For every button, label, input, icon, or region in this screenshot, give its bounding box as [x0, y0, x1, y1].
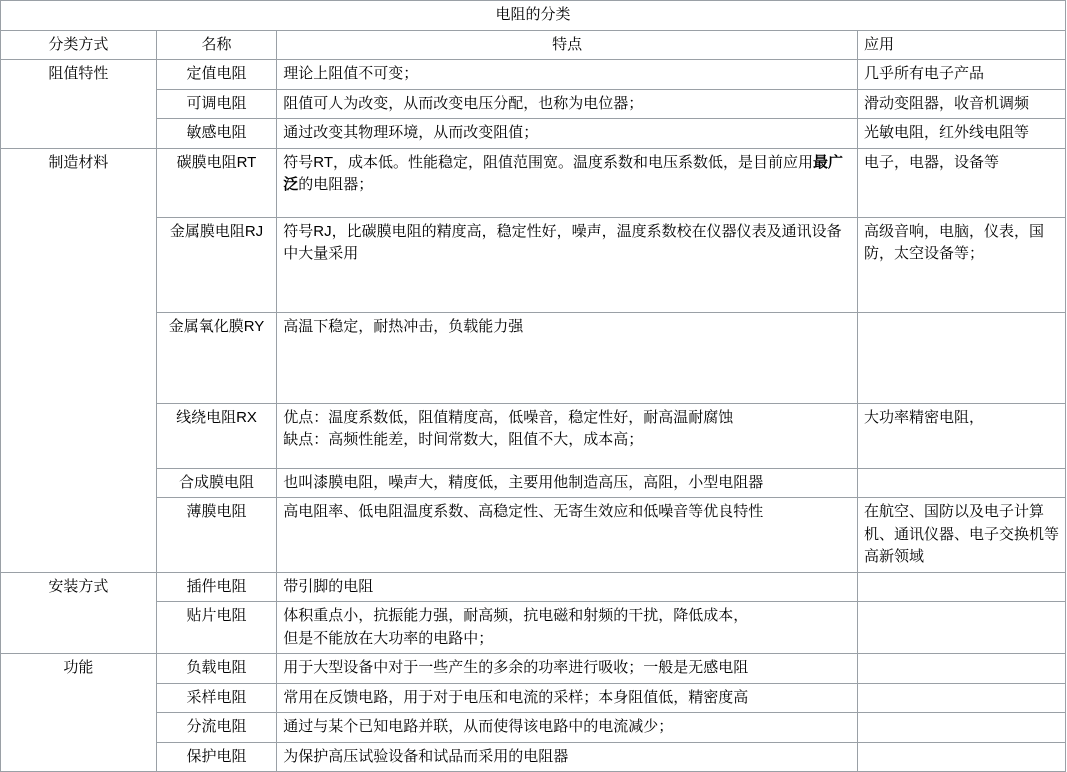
table-row — [1, 60, 1066, 90]
application-cell — [857, 683, 1065, 713]
application-cell — [857, 312, 1065, 403]
column-header-category: 分类方式 — [1, 30, 157, 60]
application-cell: 在航空、国防以及电子计算机、通讯仪器、电子交换机等高新领域 — [857, 498, 1065, 573]
table-row — [1, 148, 1066, 217]
category-cell: 阻值特性 — [1, 60, 157, 149]
feature-text-emphasis: 最广泛 — [283, 153, 844, 193]
table-row — [1, 602, 1066, 654]
table-row — [1, 468, 1066, 498]
table-row — [1, 89, 1066, 119]
application-cell: 大功率精密电阻， — [857, 403, 1065, 468]
feature-cell: 通过改变其物理环境，从而改变阻值； — [277, 119, 858, 149]
feature-line-2: 但是不能放在大功率的电路中； — [283, 629, 494, 647]
feature-cell: 通过与某个已知电路并联，从而使得该电路中的电流减少； — [277, 713, 858, 743]
name-cell: 贴片电阻 — [156, 602, 277, 654]
application-cell — [857, 602, 1065, 654]
name-cell: 保护电阻 — [156, 742, 277, 772]
table-row — [1, 572, 1066, 602]
name-cell: 敏感电阻 — [156, 119, 277, 149]
application-cell — [857, 572, 1065, 602]
feature-cell: 符号RJ，比碳膜电阻的精度高，稳定性好，噪声，温度系数校在仪器仪表及通讯设备中大量采用 — [277, 217, 858, 312]
application-cell: 几乎所有电子产品 — [857, 60, 1065, 90]
column-header-feature: 特点 — [277, 30, 858, 60]
table-row — [1, 713, 1066, 743]
table-title-row — [1, 1, 1066, 31]
page-title: 电阻的分类 — [1, 1, 1066, 31]
table-row — [1, 403, 1066, 468]
name-cell: 金属膜电阻RJ — [156, 217, 277, 312]
feature-text-pre: 符号RT，成本低。性能稳定，阻值范围宽。温度系数和电压系数低，是目前应用 — [283, 153, 814, 171]
feature-cell: 理论上阻值不可变； — [277, 60, 858, 90]
table-header-row — [1, 30, 1066, 60]
table-row — [1, 654, 1066, 684]
table-row — [1, 312, 1066, 403]
table-row — [1, 742, 1066, 772]
name-cell: 定值电阻 — [156, 60, 277, 90]
name-cell: 插件电阻 — [156, 572, 277, 602]
table-row — [1, 498, 1066, 573]
feature-cell: 用于大型设备中对于一些产生的多余的功率进行吸收；一般是无感电阻 — [277, 654, 858, 684]
category-cell: 功能 — [1, 654, 157, 772]
feature-cell — [277, 602, 858, 654]
name-cell: 薄膜电阻 — [156, 498, 277, 573]
feature-cell: 高温下稳定，耐热冲击，负载能力强 — [277, 312, 858, 403]
application-cell — [857, 468, 1065, 498]
application-cell: 电子，电器，设备等 — [857, 148, 1065, 217]
table-row — [1, 119, 1066, 149]
name-cell: 合成膜电阻 — [156, 468, 277, 498]
feature-cell: 带引脚的电阻 — [277, 572, 858, 602]
name-cell: 分流电阻 — [156, 713, 277, 743]
column-header-application: 应用 — [857, 30, 1065, 60]
feature-cell: 高电阻率、低电阻温度系数、高稳定性、无寄生效应和低噪音等优良特性 — [277, 498, 858, 573]
feature-line-2: 缺点：高频性能差，时间常数大，阻值不大，成本高； — [283, 431, 644, 448]
feature-line-1: 体积重点小，抗振能力强，耐高频，抗电磁和射频的干扰，降低成本， — [283, 607, 749, 624]
feature-text-post: 的电阻器； — [298, 176, 374, 193]
name-cell: 碳膜电阻RT — [156, 148, 277, 217]
application-cell: 光敏电阻，红外线电阻等 — [857, 119, 1065, 149]
feature-cell — [277, 148, 858, 217]
name-cell: 线绕电阻RX — [156, 403, 277, 468]
feature-cell — [277, 403, 858, 468]
name-cell: 可调电阻 — [156, 89, 277, 119]
feature-cell: 为保护高压试验设备和试品而采用的电阻器 — [277, 742, 858, 772]
application-cell: 滑动变阻器，收音机调频 — [857, 89, 1065, 119]
application-cell — [857, 742, 1065, 772]
table-row — [1, 217, 1066, 312]
application-cell — [857, 713, 1065, 743]
category-cell: 安装方式 — [1, 572, 157, 654]
name-cell: 金属氧化膜RY — [156, 312, 277, 403]
application-cell — [857, 654, 1065, 684]
feature-line-1: 优点：温度系数低，阻值精度高，低噪音，稳定性好，耐高温耐腐蚀 — [283, 408, 734, 426]
feature-cell: 也叫漆膜电阻，噪声大，精度低，主要用他制造高压，高阻，小型电阻器 — [277, 468, 858, 498]
column-header-name: 名称 — [156, 30, 277, 60]
name-cell: 负载电阻 — [156, 654, 277, 684]
feature-cell: 常用在反馈电路，用于对于电压和电流的采样；本身阻值低，精密度高 — [277, 683, 858, 713]
application-cell: 高级音响，电脑，仪表，国防，太空设备等； — [857, 217, 1065, 312]
feature-cell: 阻值可人为改变，从而改变电压分配，也称为电位器； — [277, 89, 858, 119]
category-cell: 制造材料 — [1, 148, 157, 572]
table-row — [1, 683, 1066, 713]
name-cell: 采样电阻 — [156, 683, 277, 713]
